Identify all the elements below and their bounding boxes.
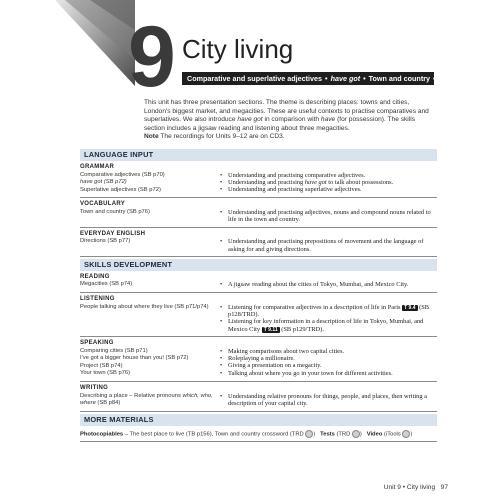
writing-section: WRITING Describing a place – Relative pronouns which, who, where (SB p84) • Understanding relative pronouns for things, people, and places, then writing a description of your capital city.	[80, 382, 437, 412]
audio-track-badge: T 9.11	[263, 326, 278, 333]
topic-grammar: Comparative and superlative adjectives	[187, 74, 323, 83]
disc-icon	[352, 430, 360, 438]
intro-text: This unit has three presentation sections. The theme is describing places: towns and cities, London's biggest market, and megacities. These are useful contexts to practise comparatives and superlatives. We also introduce have got in comparison with have (for possession). The skills section includes a jigsaw reading and listening about three megacities. Note The recordings for Units 9–12 are on CD3.	[144, 99, 429, 141]
topics-bar: Comparative and superlative adjectives • have got • Town and country • Directions	[182, 72, 434, 85]
more-materials-heading: MORE MATERIALS	[80, 414, 437, 426]
speaking-section: SPEAKING Comparing cities (SB p71) I've got a bigger house than you! (SB p72) Project (SB p74) Your town (SB p76) • Making comparisons about two capital cities. • Roleplaying a millionaire. • Giving a presentation on a megacity. • Talking about where you go in your town for different activities.	[80, 337, 437, 382]
unit-title: City living	[182, 34, 294, 64]
content-table	[80, 149, 437, 442]
audio-track-badge: T 9.4	[404, 304, 416, 311]
everyday-english-section: EVERYDAY ENGLISH Directions (SB p77) • Understanding and practising prepositions of movement and the language of asking for and giving directions.	[80, 228, 437, 257]
unit-number: 9	[128, 9, 174, 105]
page-footer: Unit 9 • City living 97	[383, 484, 448, 491]
topic-directions: Directions	[438, 74, 474, 83]
vocabulary-section: VOCABULARY Town and country (SB p76) • Understanding and practising adjectives, nouns and compound nouns related to life in the town and country.	[80, 198, 437, 227]
skills-development-heading: SKILLS DEVELOPMENT	[80, 259, 437, 271]
listening-section: LISTENING People talking about where they live (SB p71/p74) • Listening for comparative adjectives in a description of life in Paris T 9.4 (SB p128/TRD). • Listening for key information in a description of life in Tokyo, Mumbai, and Mexico City T 9.11 (SB p129/TRD).	[80, 293, 437, 337]
language-input-heading: LANGUAGE INPUT	[80, 149, 437, 161]
corner-photo-graphic	[55, 0, 135, 86]
more-materials-line: Photocopiables – The best place to live (TB p156), Town and country crossword (TRD ) Tests (TRD ) Video (iTools )	[80, 426, 437, 442]
topic-have-got: have got	[330, 74, 361, 83]
page-number: 97	[440, 484, 448, 491]
reading-section: READING Megacities (SB p74) • A jigsaw reading about the cities of Tokyo, Mumbai, and Mexico City.	[80, 271, 437, 293]
topic-town-country: Town and country	[368, 74, 431, 83]
grammar-section: GRAMMAR Comparative adjectives (SB p70) have got (SB p72) Superlative adjectives (SB p72) • Understanding and practising comparative adjectives. • Understanding and practising have got to talk about possessions. • Understanding and practising superlative adjectives.	[80, 161, 437, 198]
